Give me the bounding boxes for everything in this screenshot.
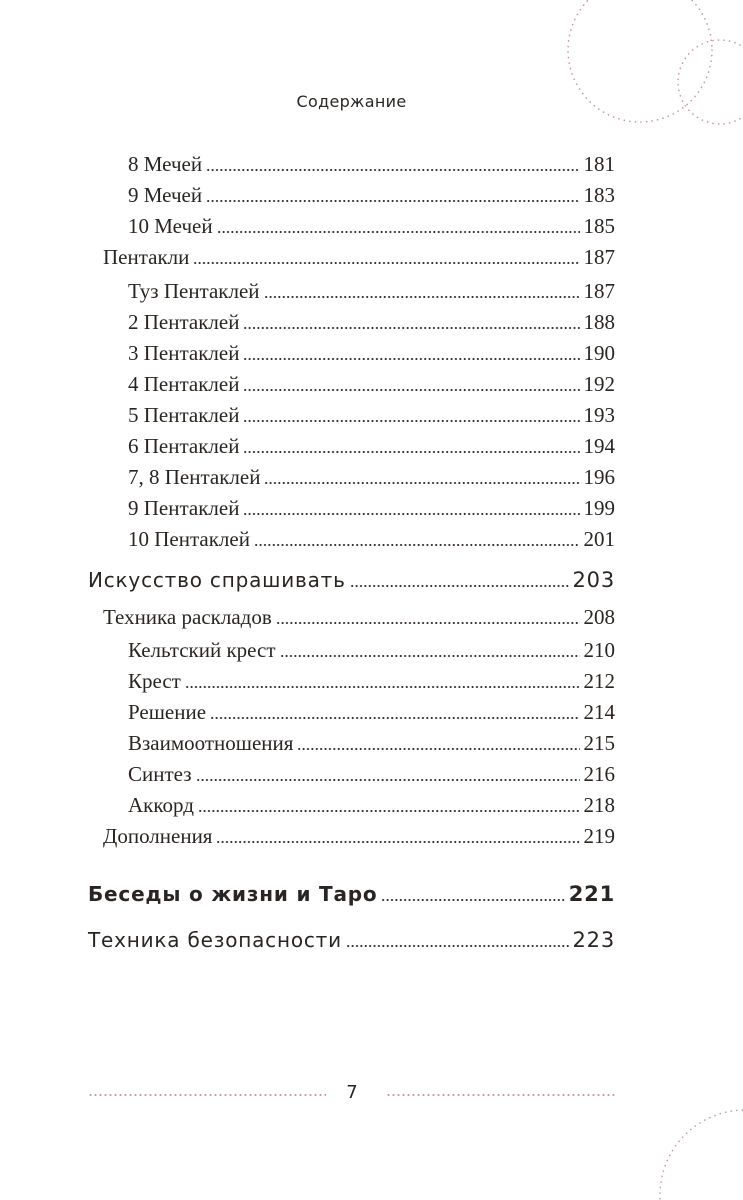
footer-dotted-rule-right: [386, 1094, 616, 1096]
toc-entry-page: 223: [572, 928, 615, 952]
dot-leader: [243, 420, 579, 422]
toc-entry[interactable]: [128, 181, 615, 209]
dot-leader: [243, 358, 579, 360]
dot-leader: [276, 622, 580, 624]
toc-entry-label: Крест: [128, 669, 181, 693]
dot-leader: [243, 451, 579, 453]
toc-entry-page: 208: [583, 605, 615, 629]
toc-entry[interactable]: [103, 243, 615, 271]
toc-entry-page: 194: [583, 434, 615, 458]
toc-entry[interactable]: [128, 729, 615, 757]
dot-leader: [243, 327, 579, 329]
toc-entry-page: 193: [583, 403, 615, 427]
toc-entry-page: 215: [583, 731, 615, 755]
toc-entry[interactable]: [128, 525, 615, 553]
toc-entry-label: 10 Пентаклей: [128, 527, 250, 551]
toc-entry-label: Решение: [128, 700, 207, 724]
dot-leader: [243, 513, 579, 515]
dot-leader: [196, 779, 580, 781]
toc-entry-label: 2 Пентаклей: [128, 310, 240, 334]
toc-entry-page: 199: [583, 496, 615, 520]
toc-entry-page: 185: [583, 214, 615, 238]
dot-leader: [206, 169, 579, 171]
toc-entry[interactable]: [128, 370, 615, 398]
dot-leader: [210, 717, 579, 719]
toc-entry-label: Дополнения: [103, 824, 213, 848]
toc-entry-label: Техника раскладов: [103, 605, 272, 629]
dot-leader: [254, 544, 580, 546]
dot-leader: [350, 585, 569, 587]
dot-leader: [280, 655, 580, 657]
toc-entry-label: Синтез: [128, 762, 192, 786]
toc-section-entry[interactable]: [88, 926, 615, 954]
toc-entry-page: 196: [583, 465, 615, 489]
dot-leader: [216, 841, 579, 843]
toc-entry-label: Беседы о жизни и Таро: [88, 882, 378, 906]
toc-entry[interactable]: [128, 791, 615, 819]
toc-entry-page: 183: [583, 183, 615, 207]
dot-leader: [264, 482, 579, 484]
toc-entry-label: Кельтский крест: [128, 638, 276, 662]
page-number: 7: [346, 1082, 358, 1103]
toc-entry[interactable]: [128, 339, 615, 367]
toc-entry-label: 10 Мечей: [128, 214, 213, 238]
toc-entry-page: 216: [583, 762, 615, 786]
toc-entry-page: 192: [583, 372, 615, 396]
dot-leader: [264, 296, 580, 298]
toc-entry-page: 187: [583, 245, 615, 269]
toc-entry-label: 7, 8 Пентаклей: [128, 465, 261, 489]
toc-entry[interactable]: [128, 667, 615, 695]
toc-entry-page: 219: [583, 824, 615, 848]
dot-leader: [193, 262, 579, 264]
toc-entry-label: Пентакли: [103, 245, 190, 269]
toc-entry[interactable]: [128, 698, 615, 726]
dot-leader: [198, 810, 580, 812]
toc-entry-label: Взаимоотношения: [128, 731, 294, 755]
toc-entry-label: 9 Пентаклей: [128, 496, 240, 520]
toc-section-entry[interactable]: [88, 566, 615, 594]
circle-ornament-top-small: [678, 40, 743, 124]
toc-entry-label: Туз Пентаклей: [128, 279, 260, 303]
toc-entry-label: 6 Пентаклей: [128, 434, 240, 458]
toc-entry-label: Техника безопасности: [88, 928, 342, 952]
dot-leader: [206, 200, 579, 202]
toc-entry[interactable]: [128, 760, 615, 788]
toc-entry-page: 218: [583, 793, 615, 817]
dot-leader: [381, 899, 564, 901]
toc-entry-page: 203: [572, 568, 615, 592]
dot-leader: [243, 389, 579, 391]
toc-entry[interactable]: [128, 432, 615, 460]
toc-entry-page: 201: [583, 527, 615, 551]
dot-leader: [217, 231, 580, 233]
toc-entry-label: Аккорд: [128, 793, 194, 817]
toc-entry[interactable]: [128, 494, 615, 522]
toc-entry-label: 9 Мечей: [128, 183, 203, 207]
page-header-title: Содержание: [296, 92, 407, 111]
toc-section-entry[interactable]: [88, 880, 615, 908]
toc-entry[interactable]: [128, 212, 615, 240]
toc-entry-page: 187: [583, 279, 615, 303]
toc-entry[interactable]: [128, 463, 615, 491]
dot-leader: [346, 945, 569, 947]
toc-entry[interactable]: [128, 636, 615, 664]
toc-entry-label: 8 Мечей: [128, 152, 203, 176]
toc-entry-page: 210: [583, 638, 615, 662]
toc-entry[interactable]: [128, 277, 615, 305]
toc-entry-page: 214: [583, 700, 615, 724]
toc-entry-label: Искусство спрашивать: [88, 568, 346, 592]
toc-entry-page: 181: [583, 152, 615, 176]
toc-entry[interactable]: [103, 603, 615, 631]
toc-entry-label: 5 Пентаклей: [128, 403, 240, 427]
dot-leader: [297, 748, 579, 750]
toc-entry[interactable]: [128, 401, 615, 429]
toc-entry[interactable]: [128, 308, 615, 336]
dot-leader: [185, 686, 580, 688]
toc-entry[interactable]: [128, 150, 615, 178]
footer-dotted-rule-left: [88, 1094, 326, 1096]
toc-entry-page: 188: [583, 310, 615, 334]
toc-entry-page: 221: [568, 882, 615, 906]
circle-ornament-bottom: [660, 1110, 743, 1200]
toc-entry-page: 190: [583, 341, 615, 365]
toc-entry[interactable]: [103, 822, 615, 850]
toc-entry-page: 212: [583, 669, 615, 693]
toc-entry-label: 4 Пентаклей: [128, 372, 240, 396]
toc-entry-label: 3 Пентаклей: [128, 341, 240, 365]
